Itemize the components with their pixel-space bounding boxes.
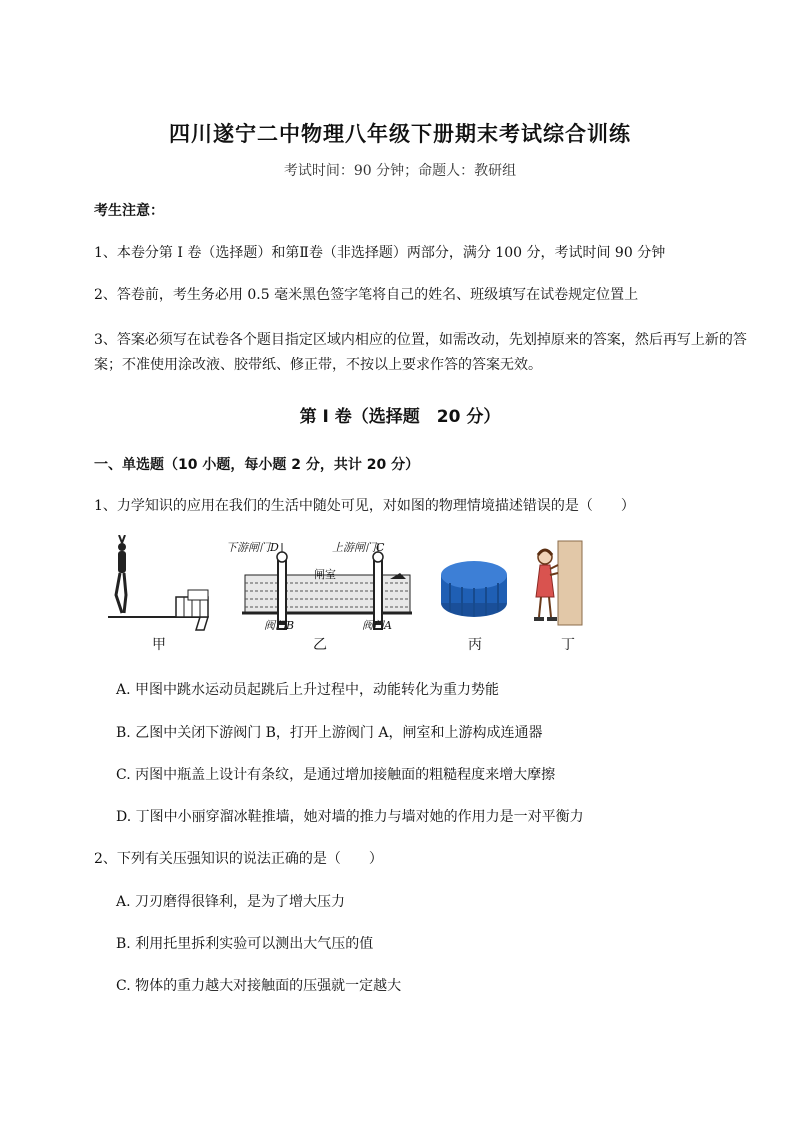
label-valve-b: 阀门B [264, 619, 295, 632]
bottle-cap-figure [441, 561, 507, 617]
figure-label-jia: 甲 [152, 637, 166, 653]
question-1-option-d: D. 丁图中小丽穿溜冰鞋推墙，她对墙的推力与墙对她的作用力是一对平衡力 [116, 809, 584, 825]
question-1-option-c: C. 丙图中瓶盖上设计有条纹，是通过增加接触面的粗糙程度来增大摩擦 [116, 767, 556, 783]
label-upstream-gate: 上游闸门C [332, 541, 385, 554]
label-lock-chamber: 闸室 [314, 568, 336, 581]
notice-heading: 考生注意： [94, 203, 164, 219]
question-1-option-b: B. 乙图中关闭下游阀门 B，打开上游阀门 A，闸室和上游构成连通器 [116, 725, 543, 741]
notice-item-1: 1、本卷分第 I 卷（选择题）和第Ⅱ卷（非选择题）两部分，满分 100 分，考试时间 90 分钟 [94, 245, 666, 261]
question-2-option-b: B. 利用托里拆利实验可以测出大气压的值 [116, 936, 374, 952]
part-heading: 一、单选题（10 小题，每小题 2 分，共计 20 分） [94, 457, 420, 473]
label-downstream-gate: 下游闸门D [226, 541, 279, 554]
exam-subtitle: 考试时间：90 分钟；命题人：教研组 [283, 163, 517, 179]
figure-label-yi: 乙 [313, 637, 327, 653]
figure-label-ding: 丁 [561, 637, 575, 653]
question-2-stem: 2、下列有关压强知识的说法正确的是（ ） [94, 851, 383, 867]
diver-figure [108, 535, 208, 630]
girl-wall-figure [534, 541, 582, 625]
notice-item-3: 3、答案必须写在试卷各个题目指定区域内相应的位置，如需改动，先划掉原来的答案，然后再写上新的答案；不准使用涂改液、胶带纸、修正带，不按以上要求作答的答案无效。 [94, 332, 747, 373]
question-1-option-a: A. 甲图中跳水运动员起跳后上升过程中，动能转化为重力势能 [116, 682, 500, 698]
question-2-option-a: A. 刀刃磨得很锋利，是为了增大压力 [116, 894, 346, 910]
notice-item-2: 2、答卷前，考生务必用 0.5 毫米黑色签字笔将自己的姓名、班级填写在试卷规定位置上 [94, 287, 639, 303]
question-2-option-c: C. 物体的重力越大对接触面的压强就一定越大 [116, 978, 402, 994]
question-1-stem: 1、力学知识的应用在我们的生活中随处可见，对如图的物理情境描述错误的是（ ） [94, 498, 635, 514]
exam-title: 四川遂宁二中物理八年级下册期末考试综合训练 [169, 122, 631, 146]
section-title: 第 I 卷（选择题 20 分） [299, 407, 501, 427]
figure-label-bing: 丙 [468, 637, 482, 653]
label-valve-a: 阀门A [362, 619, 392, 632]
